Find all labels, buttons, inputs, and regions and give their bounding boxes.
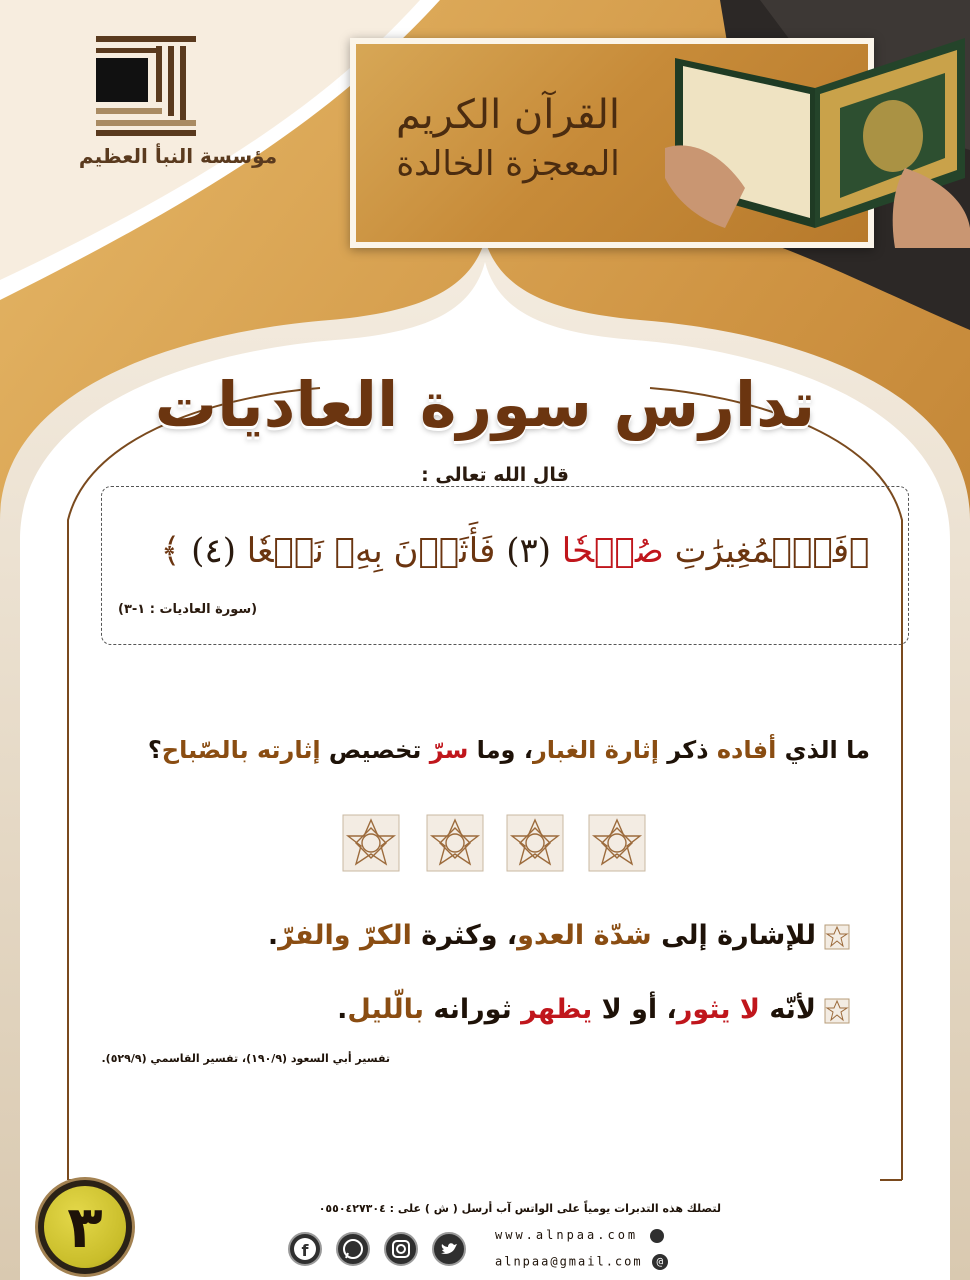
contact-line: لتصلك هذه التدبرات يومياً على الواتس آب أرسل ( ش ) على : ٠٥٥٠٤٢٧٣٠٤ [318, 1202, 721, 1215]
org-name: مؤسسة النبأ العظيم [78, 144, 278, 168]
instagram-icon[interactable] [384, 1232, 418, 1266]
verse-number-4: (٤) [191, 531, 236, 571]
email-link[interactable]: alnpaa@gmail.com @ [495, 1254, 715, 1270]
card-title: القرآن الكريم [395, 92, 621, 138]
verse-part-3: فَأَثَرۡنَ بِهِۦ نَقۡعٗا [246, 531, 496, 571]
page-number: ٣ [44, 1186, 126, 1268]
at-sign-icon: @ [652, 1254, 668, 1270]
question-text: ما الذي أفاده ذكر إثارة الغبار، وما سرّ تخصيص إثارته بالصّباح؟ [147, 736, 870, 764]
geometric-ornament-icon [426, 814, 484, 872]
facebook-icon[interactable] [288, 1232, 322, 1266]
verse-part-2: صُبۡحٗا [561, 531, 664, 571]
verse-number-3: (٣) [506, 531, 551, 571]
verse-close: ﴾ [160, 531, 181, 571]
whatsapp-icon[interactable] [336, 1232, 370, 1266]
bullet-ornament-icon [824, 998, 850, 1024]
social-icons [288, 1232, 468, 1268]
verse-reference: (سورة العاديات : ١-٣) [118, 602, 258, 617]
page-title: تدارس سورة العاديات [154, 368, 816, 441]
quran-verse [150, 530, 880, 571]
website-link[interactable]: www.alnpaa.com [495, 1228, 710, 1243]
card-subtitle: المعجزة الخالدة [396, 144, 620, 184]
logo-emblem-icon [96, 36, 196, 136]
intro-label: قال الله تعالى : [421, 464, 569, 486]
twitter-icon[interactable] [432, 1232, 466, 1266]
geometric-ornament-icon [588, 814, 646, 872]
globe-icon [650, 1229, 664, 1243]
geometric-ornament-icon [506, 814, 564, 872]
verse-part-1: ﴿فَٱلۡمُغِيرَٰتِ [674, 531, 870, 571]
tafsir-source: تفسير أبي السعود (١٩٠/٩)، تفسير القاسمي (٥٢٩/٩). [101, 1052, 390, 1065]
bullet-ornament-icon [824, 924, 850, 950]
answer-1: للإشارة إلى شدّة العدو، وكثرة الكرّ والفرّ. [130, 920, 850, 951]
page-number-badge [38, 1180, 132, 1274]
ornament-row [342, 814, 648, 876]
quran-book-icon [665, 28, 970, 248]
answer-2: لأنّه لا يثور، أو لا يظهر ثورانه بالّليل. [130, 994, 850, 1025]
org-logo [58, 36, 278, 176]
geometric-ornament-icon [342, 814, 400, 872]
svg-text:f: f [301, 1241, 309, 1260]
